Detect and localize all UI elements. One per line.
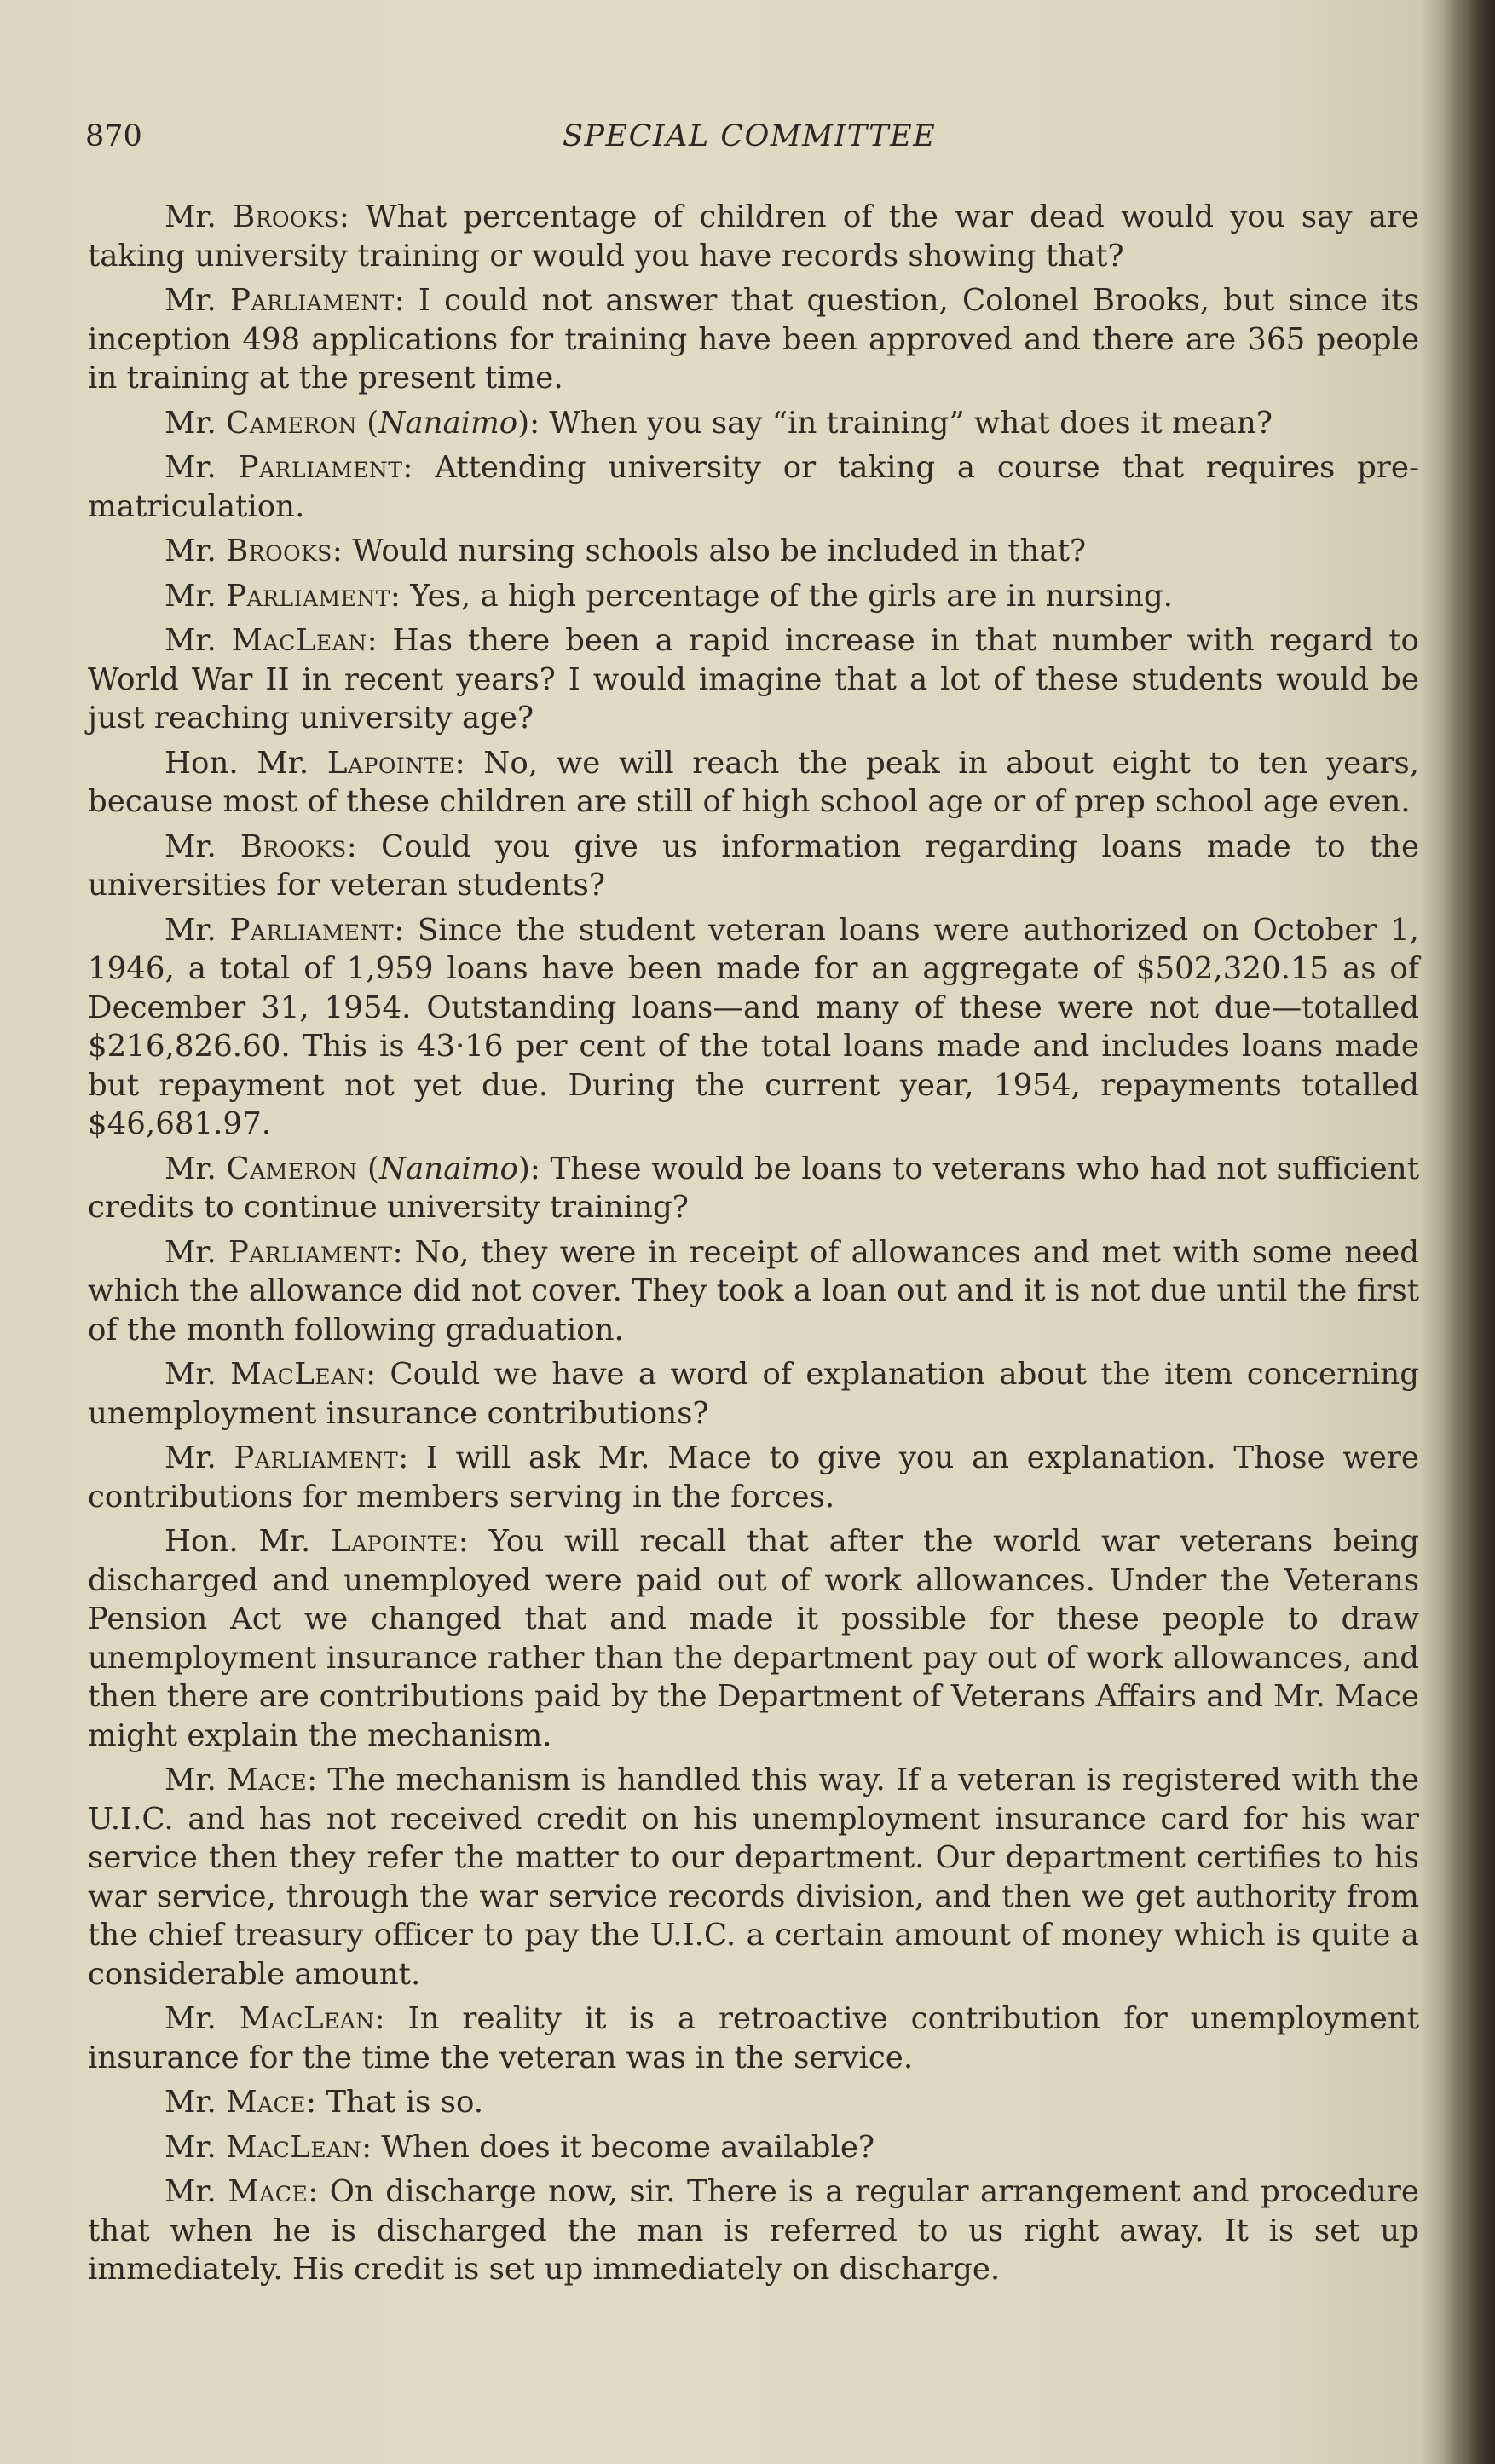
speaker-prefix: Mr. [165, 623, 232, 658]
speaker-prefix: Mr. [165, 199, 234, 234]
speaker-name: MacLean [230, 1357, 367, 1392]
paragraph-text: : No, we will reach the peak in about eight to ten years, because most of these children are still of high school age or of prep school age even. [88, 745, 1420, 819]
book-spine-shadow [1444, 0, 1495, 2464]
transcript-paragraph [88, 1439, 1419, 1516]
paragraph-text: : On discharge now, sir. There is a regular arrangement and procedure that when he is discharged the man is referred to us right away. It is set up immediately. His credit is set up immediately on discharge. [88, 2174, 1419, 2287]
paragraph-text: : I could not answer that question, Colonel Brooks, but since its inception 498 applications for training have been approved and there are 365 people in training at the present time. [88, 283, 1419, 395]
transcript-paragraph [88, 404, 1419, 443]
page-number: 870 [85, 119, 142, 153]
paragraph-text: : When does it become available? [361, 2129, 874, 2165]
paragraph-text: : Would nursing schools also be included in that? [332, 534, 1087, 568]
speaker-name: MacLean [239, 2001, 375, 2036]
speaker-prefix: Mr. [165, 578, 227, 614]
speaker-prefix: Mr. [165, 1440, 234, 1475]
speaker-prefix: Mr. [165, 450, 239, 485]
transcript-paragraph [88, 1355, 1419, 1433]
paragraph-text: : In reality it is a retroactive contribution for unemployment insurance for the time the veteran was in the service. [88, 2001, 1419, 2075]
transcript-paragraph [88, 448, 1419, 526]
transcript-body [88, 198, 1419, 2295]
transcript-paragraph [88, 621, 1419, 738]
speaker-prefix: Mr. [165, 1151, 227, 1186]
speaker-prefix: Mr. [165, 2129, 227, 2165]
speaker-prefix: Mr. [165, 405, 227, 441]
speaker-riding: (Nanaimo) [356, 405, 530, 441]
paragraph-text: : Could you give us information regarding loans made to the universities for veteran students? [88, 828, 1419, 903]
transcript-paragraph [88, 2173, 1419, 2289]
speaker-name: Cameron [226, 405, 357, 441]
transcript-paragraph [88, 532, 1419, 571]
speaker-prefix: Hon. Mr. [165, 1524, 332, 1559]
speaker-prefix: Mr. [165, 283, 231, 318]
transcript-paragraph [88, 2083, 1419, 2122]
speaker-name: Parliament [234, 1440, 399, 1475]
speaker-name: Mace [227, 1763, 308, 1798]
transcript-paragraph [88, 911, 1419, 1144]
speaker-prefix: Mr. [165, 2001, 240, 2036]
speaker-prefix: Hon. Mr. [165, 745, 327, 781]
speaker-prefix: Mr. [165, 828, 241, 864]
running-head: SPECIAL COMMITTEE [563, 119, 937, 153]
page-header [85, 119, 1432, 170]
speaker-prefix: Mr. [165, 2085, 227, 2120]
transcript-paragraph [88, 1233, 1419, 1350]
speaker-name: Mace [228, 2174, 309, 2209]
speaker-prefix: Mr. [165, 534, 227, 568]
speaker-name: Cameron [226, 1151, 358, 1186]
transcript-paragraph [88, 1522, 1419, 1755]
speaker-name: Parliament [226, 578, 390, 614]
paragraph-text: : These would be loans to veterans who had not sufficient credits to continue university training? [88, 1151, 1419, 1225]
speaker-prefix: Mr. [165, 1357, 231, 1392]
transcript-paragraph [88, 1150, 1419, 1227]
speaker-name: Brooks [240, 828, 347, 864]
speaker-name: MacLean [231, 623, 367, 658]
speaker-prefix: Mr. [165, 1234, 228, 1270]
transcript-paragraph [88, 2128, 1419, 2167]
speaker-prefix: Mr. [165, 1763, 228, 1798]
speaker-name: Lapointe [326, 745, 455, 781]
paragraph-text: : When you say “in training” what does it mean? [529, 405, 1273, 441]
speaker-prefix: Mr. [165, 2174, 228, 2209]
speaker-name: Parliament [229, 912, 395, 948]
speaker-name: Parliament [228, 1234, 393, 1270]
paragraph-text: : Has there been a rapid increase in that number with regard to World War II in recent years? I would imagine that a lot of these students would be just reaching university age? [88, 623, 1419, 736]
speaker-name: Mace [226, 2085, 307, 2120]
paragraph-text: : That is so. [306, 2085, 484, 2120]
speaker-riding: (Nanaimo) [357, 1151, 530, 1186]
paragraph-text: : Could we have a word of explanation about the item concerning unemployment insurance contributions? [88, 1357, 1419, 1431]
transcript-paragraph [88, 577, 1419, 616]
speaker-name: Brooks [233, 199, 339, 234]
paragraph-text: : Attending university or taking a course that requires pre-matriculation. [88, 450, 1419, 524]
speaker-name: Brooks [226, 534, 332, 568]
paragraph-text: : You will recall that after the world war veterans being discharged and unemployed were paid out of work allowances. Under the Veterans Pension Act we changed that and made it possible for these people to draw unemployment insurance rather than the department pay out of work allowances, and then there are contributions paid by the Department of Veterans Affairs and Mr. Mace might explain the mechanism. [88, 1524, 1419, 1753]
paragraph-text: : The mechanism is handled this way. If a veteran is registered with the U.I.C. and has not received credit on his unemployment insurance card for his war service then they refer the matter to our department. Our department certifies to his war service, through the war service records division, and then we get authority from the chief treasury officer to pay the U.I.C. a certain amount of money which is quite a considerable amount. [88, 1763, 1420, 1992]
speaker-name: Parliament [230, 283, 395, 318]
paragraph-text: : Since the student veteran loans were authorized on October 1, 1946, a total of 1,959 loans have been made for an aggregate of $502,320.15 as of December 31, 1954. Outstanding loans—and many of these were not due—totalled $216,826.60. This is 43·16 per cent of the total loans made and includes loans made but repayment not yet due. During the current year, 1954, repayments totalled $46,681.97. [88, 912, 1419, 1141]
speaker-name: MacLean [226, 2129, 362, 2165]
paragraph-text: : No, they were in receipt of allowances and met with some need which the allowance did not cover. They took a loan out and it is not due until the first of the month following graduation. [88, 1234, 1419, 1347]
transcript-paragraph [88, 1761, 1419, 1994]
paragraph-text: : Yes, a high percentage of the girls are in nursing. [390, 578, 1173, 614]
speaker-name: Lapointe [331, 1524, 459, 1559]
paragraph-text: : What percentage of children of the war dead would you say are taking university training or would you have records showing that? [88, 199, 1419, 274]
transcript-paragraph [88, 1999, 1419, 2077]
speaker-prefix: Mr. [165, 912, 230, 948]
speaker-name: Parliament [238, 450, 403, 485]
transcript-paragraph [88, 198, 1419, 275]
transcript-paragraph [88, 744, 1419, 822]
transcript-paragraph [88, 281, 1419, 398]
paragraph-text: : I will ask Mr. Mace to give you an explanation. Those were contributions for members serving in the forces. [88, 1440, 1419, 1515]
transcript-paragraph [88, 828, 1419, 905]
